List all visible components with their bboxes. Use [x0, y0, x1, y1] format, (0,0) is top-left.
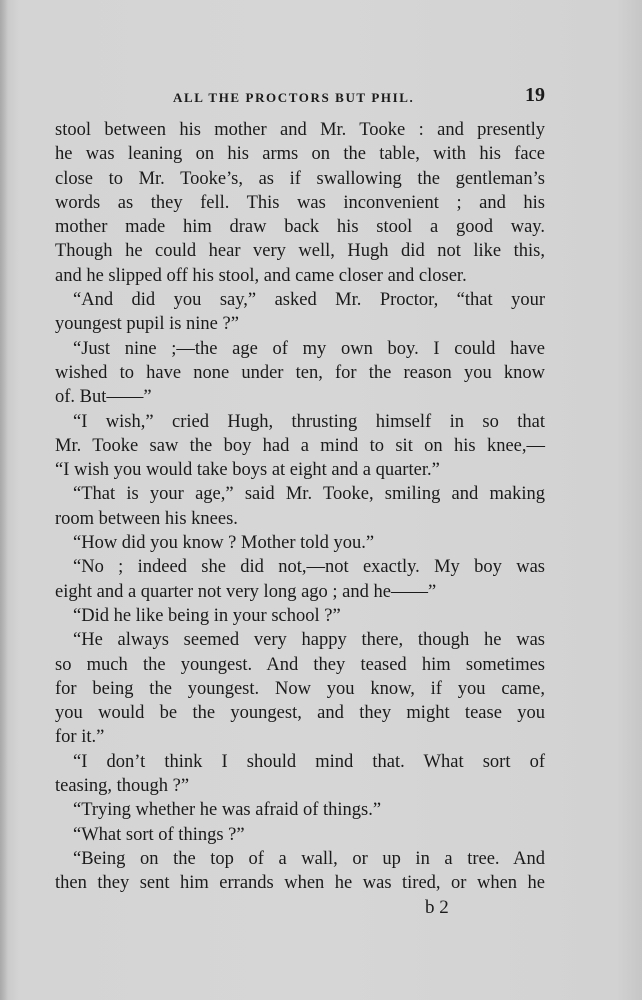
text-line: “Just nine ;—the age of my own boy. I could have	[73, 338, 545, 359]
text-line: close to Mr. Tooke’s, as if swallowing the gentleman’s	[55, 168, 545, 189]
text-line: he was leaning on his arms on the table, with his face	[55, 144, 545, 165]
text-line: for it.”	[55, 727, 105, 748]
text-line: words as they fell. This was inconvenient ; and his	[55, 192, 545, 213]
text-line: wished to have none under ten, for the reason you know	[55, 362, 545, 383]
text-line: “Did he like being in your school ?”	[73, 605, 341, 626]
signature-mark: b 2	[425, 897, 449, 918]
text-line: Mr. Tooke saw the boy had a mind to sit on his knee,—	[55, 435, 545, 456]
text-line: “He always seemed very happy there, though he was	[73, 630, 545, 651]
page-header	[55, 84, 545, 108]
text-line: and he slipped off his stool, and came closer and closer.	[55, 265, 467, 286]
text-line: you would be the youngest, and they might tease you	[55, 703, 545, 724]
text-line: for being the youngest. Now you know, if you came,	[55, 678, 545, 699]
text-line: then they sent him errands when he was tired, or when he	[55, 873, 545, 894]
text-line: “What sort of things ?”	[73, 824, 245, 845]
text-line: “Trying whether he was afraid of things.”	[73, 800, 382, 821]
text-line: so much the youngest. And they teased him sometimes	[55, 654, 545, 675]
text-line: mother made him draw back his stool a good way.	[55, 217, 545, 238]
running-head: ALL THE PROCTORS BUT PHIL.	[173, 90, 415, 105]
text-line: “That is your age,” said Mr. Tooke, smiling and making	[73, 484, 545, 505]
text-line: “Being on the top of a wall, or up in a tree. And	[73, 848, 545, 869]
text-line: “I don’t think I should mind that. What sort of	[73, 751, 545, 772]
text-line: teasing, though ?”	[55, 776, 190, 797]
text-line: “I wish,” cried Hugh, thrusting himself in so that	[73, 411, 545, 432]
body-text	[55, 118, 545, 896]
page-number: 19	[525, 84, 545, 106]
gutter-shadow	[0, 0, 8, 1000]
text-line: of. But——”	[55, 387, 152, 408]
text-line: room between his knees.	[55, 508, 238, 529]
text-line: youngest pupil is nine ?”	[55, 314, 239, 335]
text-line: eight and a quarter not very long ago ; and he——”	[55, 581, 437, 602]
text-line: “And did you say,” asked Mr. Proctor, “that your	[73, 290, 545, 311]
text-line: “I wish you would take boys at eight and a quarter.”	[55, 460, 440, 481]
text-line: stool between his mother and Mr. Tooke : and presently	[55, 120, 545, 140]
text-line: “No ; indeed she did not,—not exactly. My boy was	[73, 557, 545, 578]
text-line: Though he could hear very well, Hugh did not like this,	[55, 241, 545, 262]
text-line: “How did you know ? Mother told you.”	[73, 533, 375, 554]
